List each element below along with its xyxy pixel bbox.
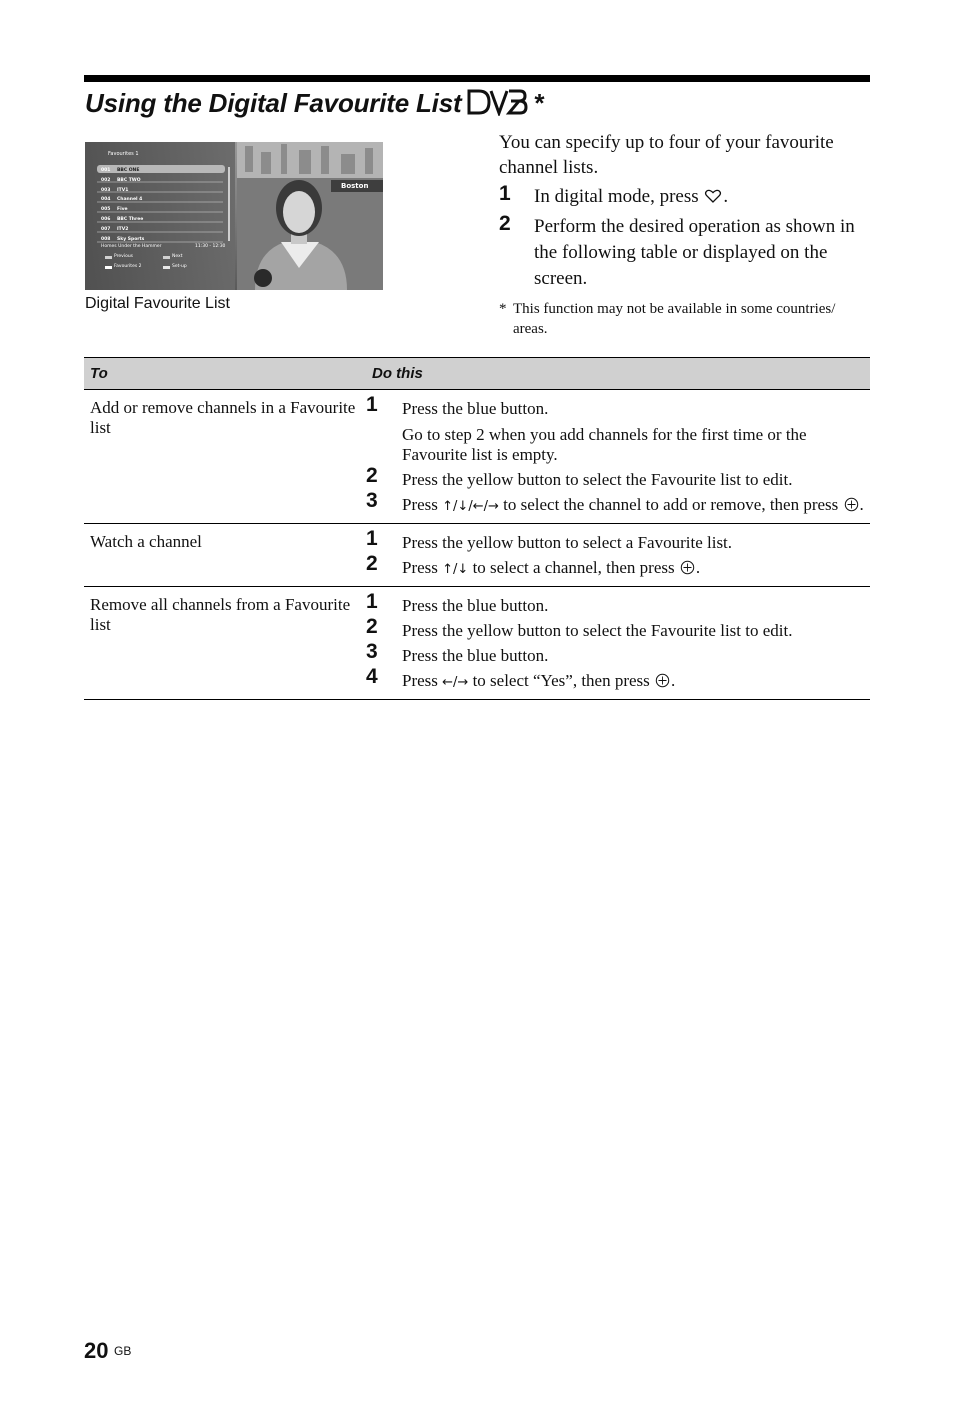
figure-caption: Digital Favourite List bbox=[85, 295, 230, 312]
arrow-keys-icon: ←/→ bbox=[442, 675, 469, 690]
step-2 bbox=[499, 214, 869, 292]
table-row bbox=[84, 390, 870, 524]
instruction-step: 1 Press the yellow button to select a Favourite list. bbox=[366, 527, 733, 552]
instruction-step: 1 Press the blue button. bbox=[366, 393, 549, 418]
instruction-step: 2 Press ↑/↓ to select a channel, then press . bbox=[366, 552, 701, 577]
step-1 bbox=[499, 184, 869, 210]
dvb-logo bbox=[465, 88, 529, 123]
header-do-this: Do this bbox=[366, 358, 870, 390]
row-instructions bbox=[366, 587, 870, 700]
channel-row: 001 BBC ONE bbox=[101, 168, 140, 173]
legend-favourites: Favourites 2 bbox=[114, 264, 142, 269]
title-asterisk: * bbox=[533, 88, 544, 118]
page-title bbox=[85, 88, 543, 123]
channel-row: 007 ITV2 bbox=[101, 226, 129, 232]
footnote bbox=[499, 299, 869, 339]
legend-previous: Previous bbox=[114, 254, 134, 259]
instruction-step: 3 Press the blue button. bbox=[366, 640, 549, 665]
step-text: Perform the desired operation as shown in the following table or displayed on the screen. bbox=[534, 216, 855, 289]
programme-time: 11:30 - 12:30 bbox=[195, 244, 226, 249]
row-action: Remove all channels from a Favourite list bbox=[84, 587, 366, 700]
channel-row: 008 Sky Sports bbox=[101, 236, 145, 242]
operations-table bbox=[84, 357, 870, 700]
enter-button-icon bbox=[844, 497, 859, 512]
table-header-row bbox=[84, 358, 870, 390]
city-label: Boston bbox=[341, 182, 369, 190]
header-to: To bbox=[84, 358, 366, 390]
title-text: Using the Digital Favourite List bbox=[85, 88, 462, 118]
programme-name: Homes Under the Hammer bbox=[101, 244, 162, 249]
fav-heading: Favourites 1 bbox=[108, 151, 139, 157]
favourite-heart-icon bbox=[704, 189, 722, 204]
footnote-mark: * bbox=[499, 301, 507, 317]
row-action: Watch a channel bbox=[84, 524, 366, 587]
row-instructions bbox=[366, 524, 870, 587]
instruction-step: 2 Press the yellow button to select the Favourite list to edit. bbox=[366, 464, 793, 489]
instruction-step: 3 Press ↑/↓/←/→ to select the channel to add or remove, then press . bbox=[366, 489, 864, 514]
step-number: 1 bbox=[499, 182, 511, 205]
channel-row: 005 Five bbox=[101, 207, 128, 213]
channel-list bbox=[101, 166, 144, 244]
page-number: 20 bbox=[84, 1338, 109, 1363]
instruction-step: 1 Press the blue button. bbox=[366, 590, 549, 615]
channel-row: 002 BBC TWO bbox=[101, 177, 141, 183]
arrow-keys-icon: ↑/↓/←/→ bbox=[442, 499, 499, 514]
top-rule bbox=[84, 75, 870, 82]
table-row bbox=[84, 587, 870, 700]
legend-next: Next bbox=[172, 254, 183, 259]
step-number: 2 bbox=[499, 212, 511, 235]
channel-row: 006 BBC Three bbox=[101, 216, 144, 222]
enter-button-icon bbox=[655, 673, 670, 688]
instruction-note: Go to step 2 when you add channels for the first time or the Favourite list is empty. bbox=[402, 425, 807, 464]
instruction-step: 4 Press ←/→ to select “Yes”, then press . bbox=[366, 665, 676, 690]
instruction-step: 2 Press the yellow button to select the Favourite list to edit. bbox=[366, 615, 793, 640]
arrow-keys-icon: ↑/↓ bbox=[442, 562, 469, 577]
channel-row: 003 ITV1 bbox=[101, 187, 129, 193]
step-text: In digital mode, press . bbox=[534, 186, 729, 207]
row-instructions bbox=[366, 390, 870, 524]
enter-button-icon bbox=[680, 560, 695, 575]
intro-text: You can specify up to four of your favourite channel lists. bbox=[499, 132, 834, 178]
legend-setup: Set-up bbox=[172, 264, 187, 269]
footnote-text: This function may not be available in some countries/ areas. bbox=[513, 301, 836, 337]
table-row bbox=[84, 524, 870, 587]
favourite-list-screenshot bbox=[85, 142, 383, 290]
channel-row: 004 Channel 4 bbox=[101, 197, 143, 203]
page-region: GB bbox=[114, 1344, 132, 1358]
row-action: Add or remove channels in a Favourite list bbox=[84, 390, 366, 524]
